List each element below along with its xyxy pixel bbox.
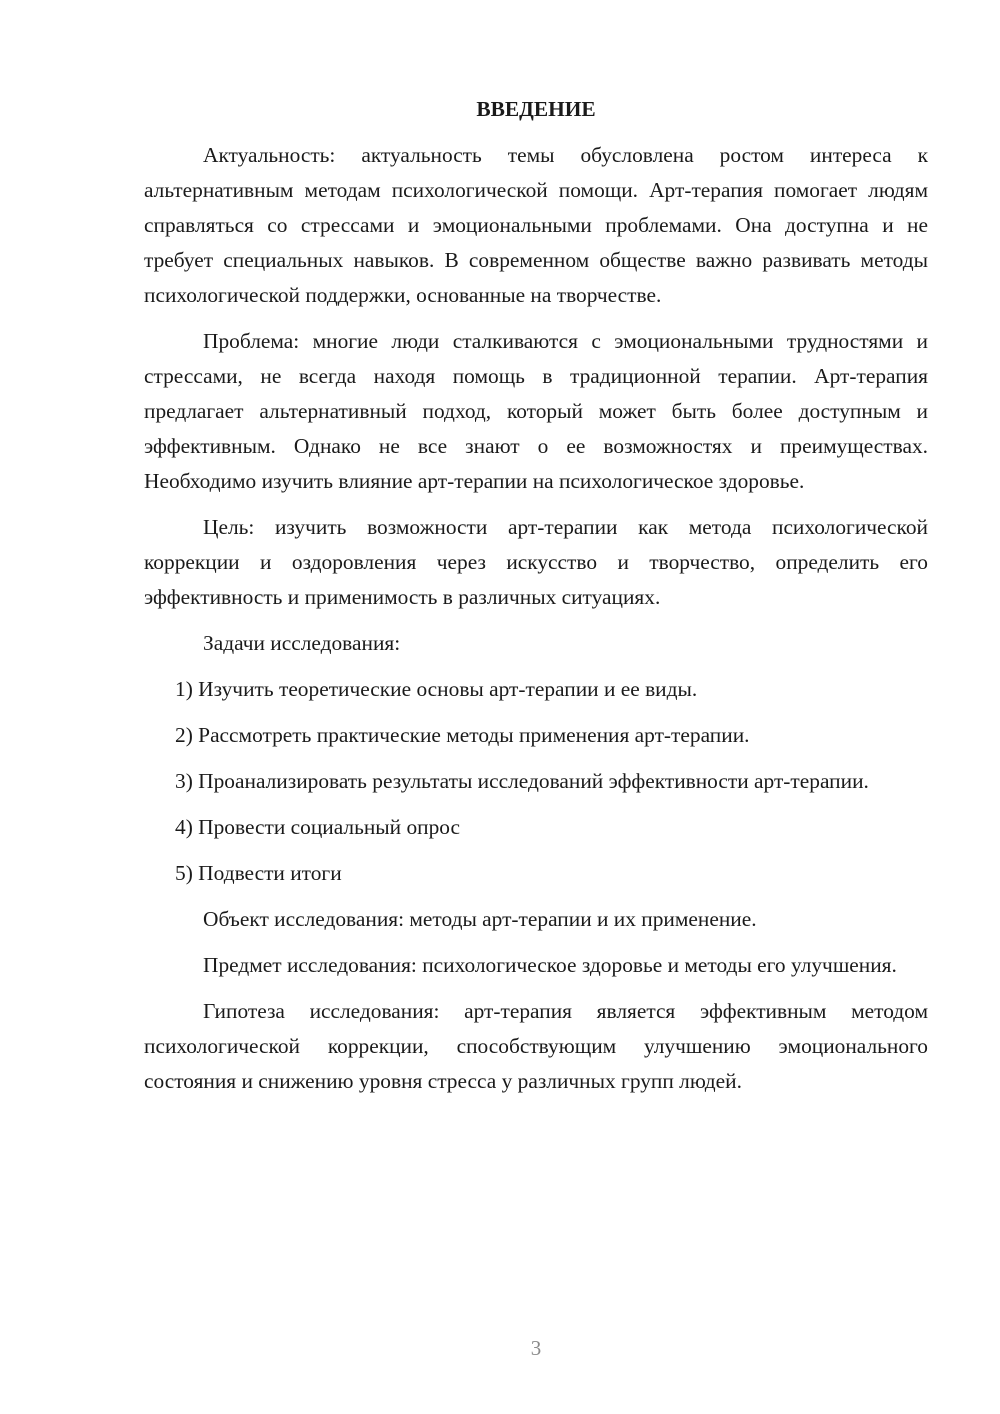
task-item-3: 3) Проанализировать результаты исследований эффективности арт-терапии. xyxy=(175,769,869,793)
paragraph-object: Объект исследования: методы арт-терапии и их применение. xyxy=(203,907,757,931)
paragraph-tasks-heading: Задачи исследования: xyxy=(203,631,401,655)
paragraph-goal: Цель: изучить возможности арт-терапии как метода психологической коррекции и оздоровления через искусство и творчество, определить его эффективность и применимость в различных ситуациях. xyxy=(144,515,928,609)
task-item-4: 4) Провести социальный опрос xyxy=(175,815,461,839)
paragraph-relevance: Актуальность: актуальность темы обусловлена ростом интереса к альтернативным методам психологической помощи. Арт-терапия помогает людям справляться со стрессами и эмоциональными проблемами. Она доступна и не требует специальных навыков. В современном обществе важно развивать методы психологической поддержки, основанные на творчестве. xyxy=(144,143,928,307)
task-item-5: 5) Подвести итоги xyxy=(175,861,342,885)
paragraph-problem: Проблема: многие люди сталкиваются с эмоциональными трудностями и стрессами, не всегда находя помощь в традиционной терапии. Арт-терапия предлагает альтернативный подход, который может быть более доступным и эффективным. Однако не все знают о ее возможностях и преимуществах. Необходимо изучить влияние арт-терапии на психологическое здоровье. xyxy=(144,329,928,493)
paragraph-subject: Предмет исследования: психологическое здоровье и методы его улучшения. xyxy=(203,953,897,977)
task-item-1: 1) Изучить теоретические основы арт-терапии и ее виды. xyxy=(175,677,698,701)
page-content xyxy=(144,92,928,1110)
task-item-2: 2) Рассмотреть практические методы применения арт-терапии. xyxy=(175,723,750,747)
page-number: 3 xyxy=(530,1336,542,1360)
section-title: ВВЕДЕНИЕ xyxy=(476,97,596,121)
paragraph-hypothesis: Гипотеза исследования: арт-терапия является эффективным методом психологической коррекции, способствующим улучшению эмоционального состояния и снижению уровня стресса у различных групп людей. xyxy=(144,999,928,1093)
